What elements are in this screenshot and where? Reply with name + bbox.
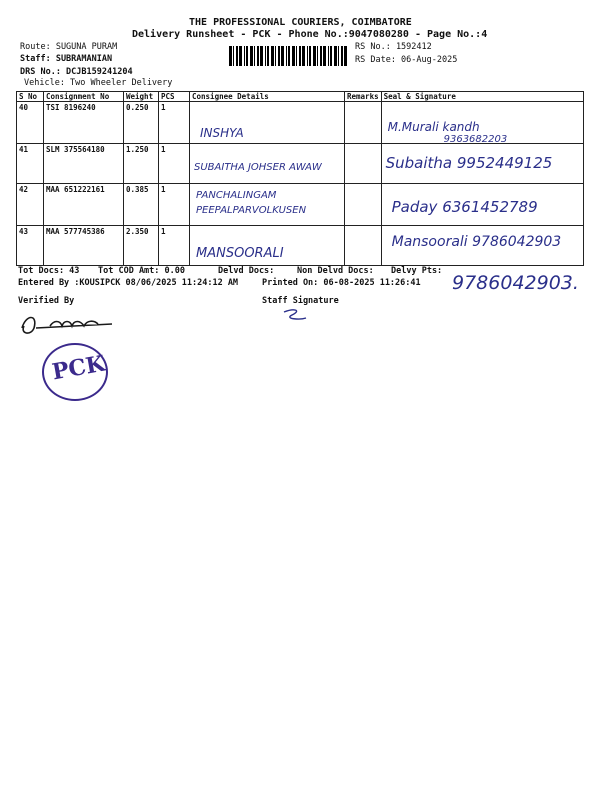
staff: Staff: SUBRAMANIAN — [20, 54, 113, 64]
cell-pcs: 1 — [159, 184, 190, 226]
table-row — [17, 184, 584, 226]
cell-pcs: 1 — [159, 226, 190, 266]
barcode-bar — [296, 46, 297, 66]
runsheet-table — [16, 91, 584, 266]
cell-sno: 43 — [17, 226, 44, 266]
barcode — [229, 46, 351, 66]
cell-sno: 40 — [17, 102, 44, 144]
barcode-bar — [299, 46, 301, 66]
cell-sno: 41 — [17, 144, 44, 184]
staff-signature-icon — [280, 306, 310, 326]
barcode-bar — [254, 46, 255, 66]
rs-date: RS Date: 06-Aug-2025 — [355, 55, 458, 65]
barcode-bar — [313, 46, 316, 66]
company-title: THE PROFESSIONAL COURIERS, COIMBATORE — [189, 17, 412, 28]
consignee-handwriting-line2: PEEPALPARVOLKUSEN — [196, 205, 307, 216]
barcode-bar — [328, 46, 329, 66]
cell-weight: 2.350 — [124, 226, 159, 266]
consignee-handwriting: PANCHALINGAM — [196, 190, 277, 201]
barcode-bar — [307, 46, 308, 66]
barcode-bar — [334, 46, 337, 66]
barcode-bar — [239, 46, 242, 66]
cell-consignment: MAA 651222161 — [44, 184, 124, 226]
col-pcs: PCS — [159, 92, 190, 102]
signature-handwriting: Subaitha 9952449125 — [385, 154, 553, 172]
cell-remarks — [345, 144, 382, 184]
cell-pcs: 1 — [159, 144, 190, 184]
consignee-handwriting: MANSOORALI — [196, 246, 284, 261]
cell-consignment: SLM 375564180 — [44, 144, 124, 184]
cell-pcs: 1 — [159, 102, 190, 144]
consignee-handwriting: SUBAITHA JOHSER AWAW — [194, 162, 322, 173]
barcode-bar — [271, 46, 274, 66]
pck-stamp — [42, 343, 108, 401]
signature-phone-handwriting: 9363682203 — [443, 134, 508, 145]
cell-remarks — [345, 226, 382, 266]
cell-consignee — [190, 184, 345, 226]
cell-signature — [381, 102, 583, 144]
cell-remarks — [345, 102, 382, 144]
barcode-bar — [246, 46, 248, 66]
barcode-bar — [338, 46, 339, 66]
col-sno: S No — [17, 92, 44, 102]
barcode-bar — [281, 46, 284, 66]
delivery-points: Delvy Pts: — [391, 266, 443, 276]
table-row — [17, 102, 584, 144]
consignee-handwriting: INSHYA — [200, 126, 244, 140]
barcode-bar — [233, 46, 234, 66]
cell-weight: 1.250 — [124, 144, 159, 184]
barcode-bar — [323, 46, 326, 66]
barcode-bar — [275, 46, 276, 66]
barcode-bar — [344, 46, 347, 66]
barcode-bar — [286, 46, 287, 66]
cell-consignee — [190, 144, 345, 184]
col-seal-signature: Seal & Signature — [381, 92, 583, 102]
barcode-bar — [267, 46, 269, 66]
table-row — [17, 226, 584, 266]
total-cod: Tot COD Amt: 0.00 — [98, 266, 185, 276]
cell-remarks — [345, 184, 382, 226]
barcode-bar — [236, 46, 238, 66]
barcode-bar — [257, 46, 259, 66]
table-row — [17, 144, 584, 184]
vehicle: Vehicle: Two Wheeler Delivery — [24, 78, 173, 88]
barcode-bar — [341, 46, 343, 66]
runsheet-title: Delivery Runsheet - PCK - Phone No.:9047080280 - Page No.:4 — [132, 29, 488, 40]
barcode-bar — [330, 46, 332, 66]
verifier-signature-icon — [16, 306, 126, 342]
cell-signature — [381, 226, 583, 266]
barcode-bar — [278, 46, 280, 66]
barcode-bar — [229, 46, 232, 66]
non-delivered-docs: Non Delvd Docs: — [297, 266, 374, 276]
staff-signature-label: Staff Signature — [262, 296, 339, 306]
cell-sno: 42 — [17, 184, 44, 226]
delivered-docs: Delvd Docs: — [218, 266, 275, 276]
signature-handwriting: Mansoorali 9786042903 — [391, 234, 562, 250]
barcode-bar — [309, 46, 311, 66]
col-consignment: Consignment No — [44, 92, 124, 102]
cell-weight: 0.250 — [124, 102, 159, 144]
cell-signature — [381, 184, 583, 226]
entered-by: Entered By :KOUSIPCK 08/06/2025 11:24:12 AM — [18, 278, 239, 288]
barcode-bar — [250, 46, 253, 66]
signature-handwriting: Paday 6361452789 — [391, 198, 538, 216]
barcode-bar — [317, 46, 318, 66]
stamp-text: PCK — [50, 350, 108, 386]
cell-consignee — [190, 102, 345, 144]
cell-consignment: MAA 577745386 — [44, 226, 124, 266]
col-remarks: Remarks — [345, 92, 382, 102]
barcode-bar — [302, 46, 305, 66]
cell-consignee — [190, 226, 345, 266]
barcode-bar — [244, 46, 245, 66]
route: Route: SUGUNA PURAM — [20, 42, 118, 52]
barcode-bar — [320, 46, 322, 66]
barcode-bar — [260, 46, 263, 66]
drs-number: DRS No.: DCJB159241204 — [20, 67, 133, 77]
barcode-bar — [292, 46, 295, 66]
signature-handwriting: M.Murali kandh — [387, 120, 480, 134]
cell-consignment: TSI 8196240 — [44, 102, 124, 144]
table-header-row — [17, 92, 584, 102]
col-consignee: Consignee Details — [190, 92, 345, 102]
printed-on: Printed On: 06-08-2025 11:26:41 — [262, 278, 421, 288]
verified-by-label: Verified By — [18, 296, 75, 306]
col-weight: Weight — [124, 92, 159, 102]
cell-signature — [381, 144, 583, 184]
cell-weight: 0.385 — [124, 184, 159, 226]
total-docs: Tot Docs: 43 — [18, 266, 80, 276]
barcode-bar — [265, 46, 266, 66]
handwritten-phone: 9786042903. — [452, 272, 579, 294]
rs-number: RS No.: 1592412 — [355, 42, 432, 52]
barcode-bar — [288, 46, 290, 66]
